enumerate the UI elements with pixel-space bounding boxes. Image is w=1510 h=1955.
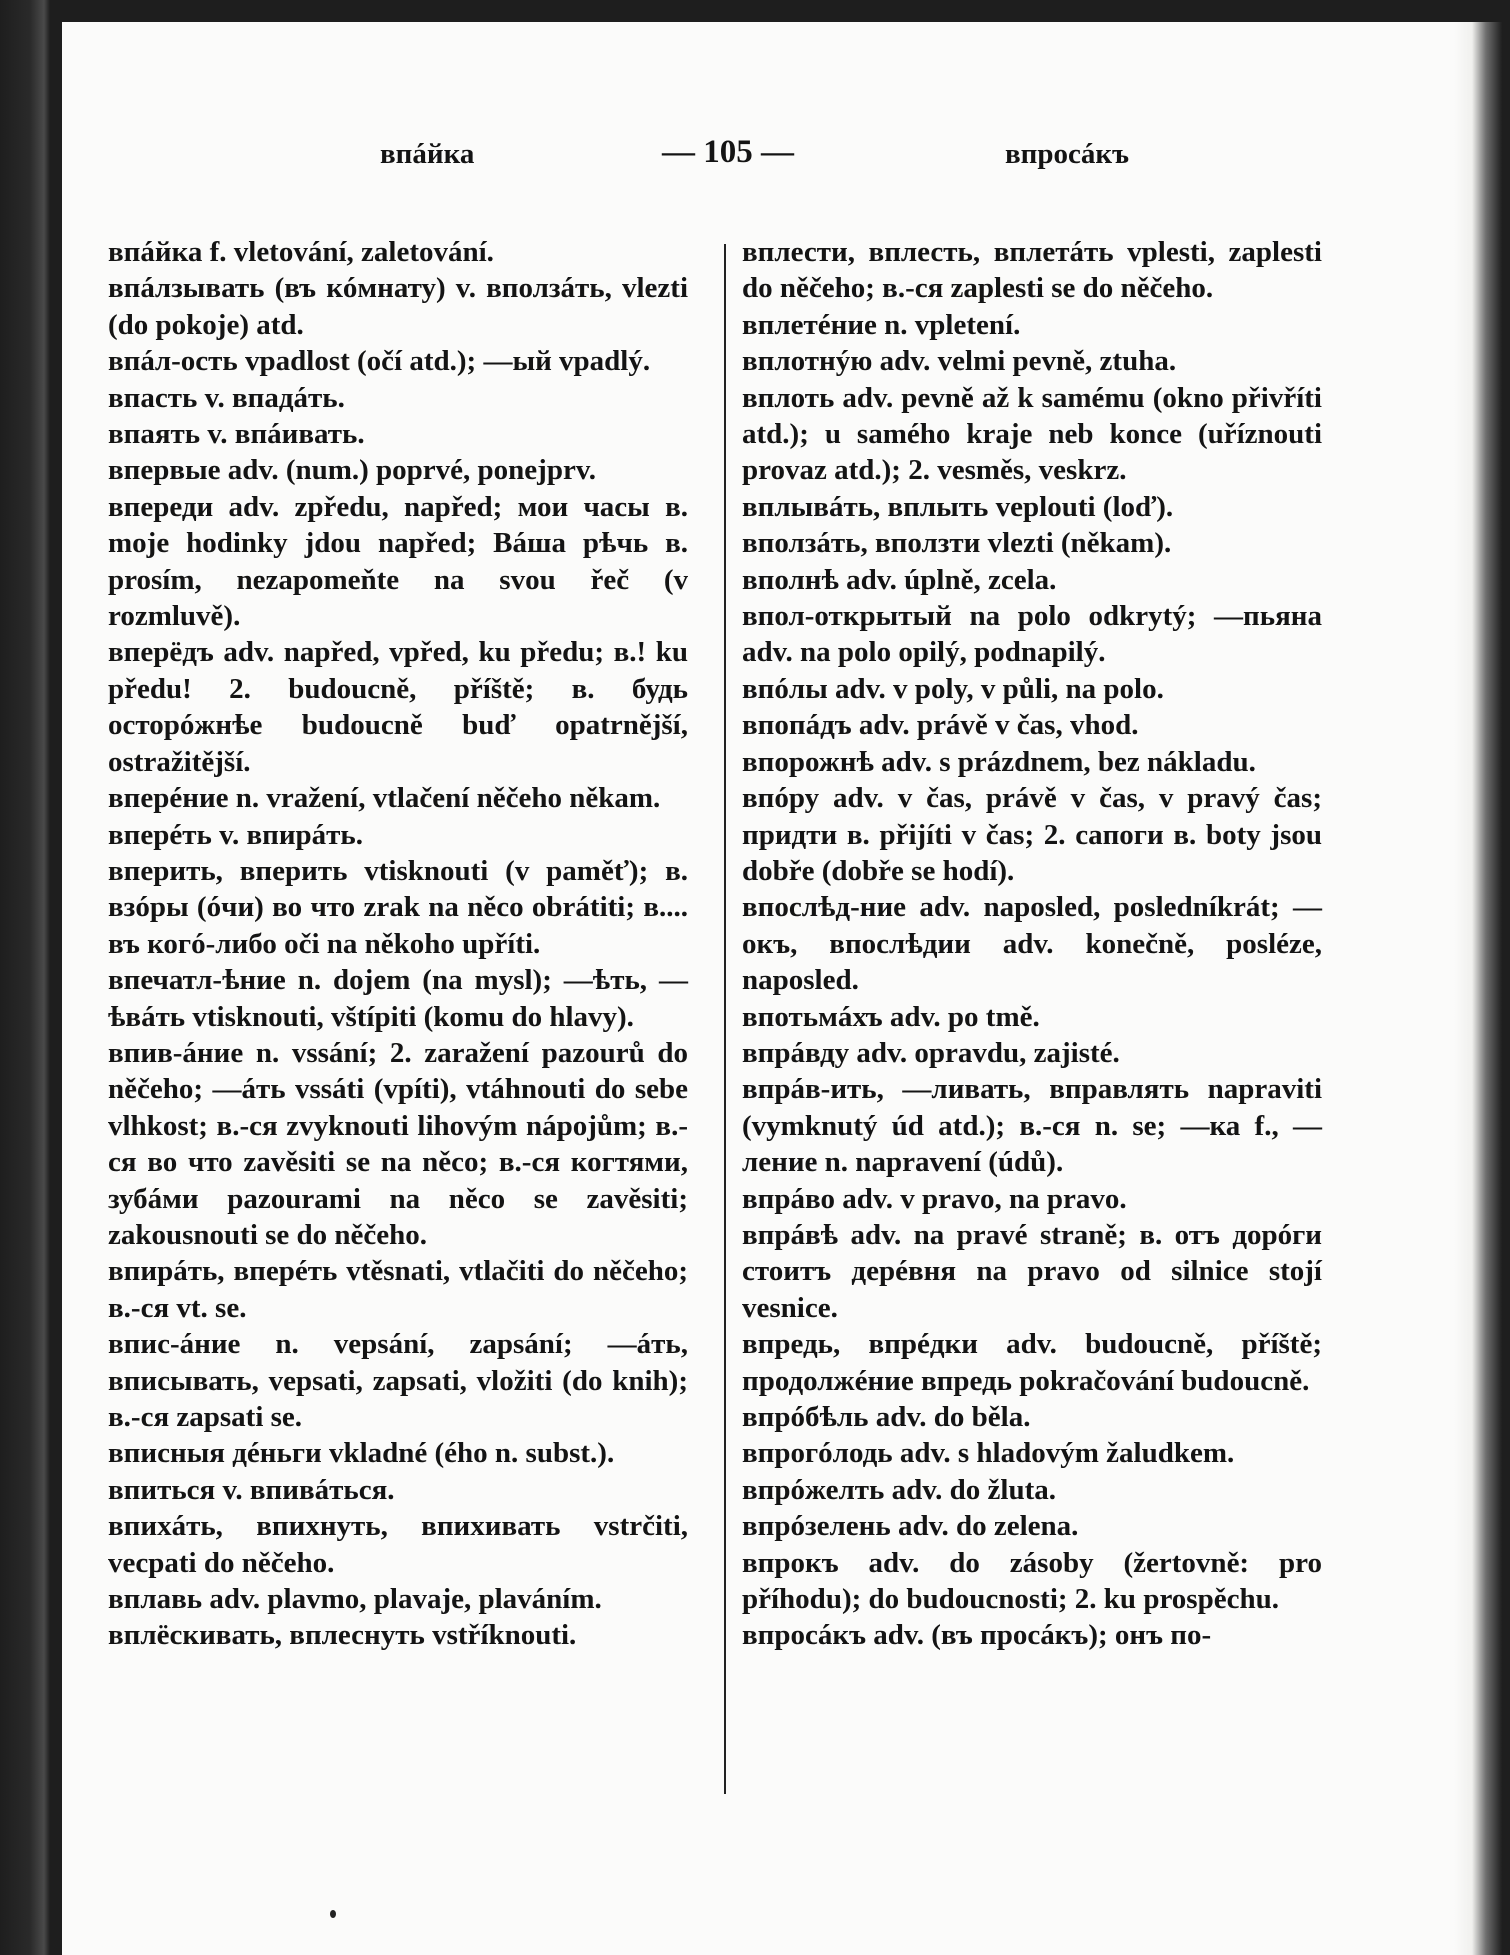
dictionary-entry: вперить, вперить vtisknouti (v paměť); в. взóры (óчи) во что zrak na něco obrátiti; в.... въ когó-либо oči na někoho upříti. (108, 854, 688, 960)
dictionary-entry: впáлзывать (въ кóмнату) v. вползáть, vlezti (do pokoje) atd. (108, 272, 688, 341)
dictionary-entry: вперéние n. vražení, vtlačení něčeho někam. (108, 782, 661, 815)
dictionary-entry: впрáвду adv. opravdu, zajisté. (742, 1036, 1120, 1069)
dictionary-entry: впрóбѣль adv. do běla. (742, 1401, 1031, 1433)
ink-speck (330, 1910, 336, 1918)
dictionary-entry: впиться v. впивáться. (108, 1473, 395, 1506)
dictionary-entry: впáйка f. vletování, zaletování. (108, 236, 494, 268)
dictionary-entry: вползáть, вползти vlezti (někam). (742, 527, 1172, 560)
dictionary-entry: впечатл-ѣние n. dojem (na mysl); —ѣть, —ѣвáть vtisknouti, vštípiti (komu do hlavy). (108, 964, 688, 1033)
dictionary-entry: впереди adv. zpředu, napřed; мои часы в. moje hodinky jdou napřed; Вáша рѣчь в. prosím, nezapomeňte na svou řeč (v rozmluvě). (108, 490, 688, 633)
dictionary-entry: впросáкъ adv. (въ просáкъ); онъ по- (742, 1619, 1212, 1652)
dictionary-entry: впóлы adv. v poly, v půli, na polo. (742, 672, 1164, 705)
page-number: — 105 — (662, 134, 794, 170)
dictionary-entry: вполнѣ adv. úplně, zcela. (742, 563, 1057, 596)
dictionary-entry: впив-áние n. vssání; 2. zaražení pazourů do něčeho; —áть vssáti (vpíti), vtáhnouti do sebe vlhkost; в.-ся zvyknouti lihovým nápojům; в.-ся во что zavěsiti se na něco; в.-ся когтями, зубáми pazourami na něco se zavěsiti; zakousnouti se do něčeho. (108, 1036, 688, 1251)
dictionary-entry: вперéть v. впирáть. (108, 818, 364, 851)
column-divider (724, 244, 726, 1794)
dictionary-entry: впорожнѣ adv. s prázdnem, bez nákladu. (742, 745, 1256, 778)
dictionary-entry: вплоть adv. pevně až k samému (okno přivříti atd.); u samého kraje neb konce (uříznouti provaz atd.); 2. vesměs, veskrz. (742, 381, 1322, 487)
right-column (742, 234, 1322, 1654)
dictionary-entry: впóру adv. v čas, právě v čas, v pravý čas; придти в. přijíti v čas; 2. caпоги в. boty jsou dobře (dobře se hodí). (742, 782, 1322, 887)
dictionary-entry: впервые adv. (num.) poprvé, ponejprv. (108, 454, 596, 487)
dictionary-entry: впихáть, впихнуть, впихивать vstrčiti, vecpati do něčeho. (108, 1510, 688, 1579)
dictionary-entry: вплетéние n. vpletení. (742, 308, 1021, 341)
dictionary-entry: вперёдъ adv. napřed, vpřed, ku předu; в.! ku předu! 2. budoucně, příště; в. будь осторóжнѣе budoucně buď opatrnější, ostražitější. (108, 636, 688, 778)
dictionary-entry: впослѣд-ние adv. naposled, posledníkrát; —окъ, впослѣдии adv. konečně, posléze, naposled. (742, 891, 1322, 997)
dictionary-entry: впрокъ adv. do zásoby (žertovně: pro příhodu); do budoucnosti; 2. ku prospěchu. (742, 1546, 1322, 1616)
dictionary-entry: вплести, вплесть, вплетáть vplesti, zaplesti do něčeho; в.-ся zaplesti se do něčeho. (742, 236, 1322, 305)
dictionary-entry: вплёскивать, вплеснуть vstříknouti. (108, 1619, 577, 1652)
dictionary-entry: впотьмáхъ adv. po tmě. (742, 1000, 1040, 1033)
dictionary-entry: впрóзелень adv. do zelena. (742, 1510, 1079, 1543)
dictionary-entry: впáл-ость vpadlost (očí atd.); —ый vpadlý. (108, 345, 651, 378)
dictionary-entry: впрáв-ить, —ливать, вправлять napraviti (vymknutý úd atd.); в.-ся n. se; —ка f., —ление n. napravení (údů). (742, 1073, 1322, 1179)
dictionary-entry: вплавь adv. plavmo, plavaje, plaváním. (108, 1583, 602, 1616)
dictionary-entry: впопáдъ adv. právě v čas, vhod. (742, 709, 1139, 742)
dictionary-entry: впрáвѣ adv. na pravé straně; в. отъ дорóги стоитъ дерéвня na pravo od silnice stojí vesnice. (742, 1218, 1322, 1324)
dictionary-entry: впрогóлодь adv. s hladovým žaludkem. (742, 1437, 1235, 1470)
header-right-guide-word: впросáкъ (1005, 138, 1129, 170)
dictionary-entry: вплотнýю adv. velmi pevně, ztuha. (742, 345, 1177, 378)
header-left-guide-word: впáйка (380, 138, 475, 170)
page-shadow-edge (1454, 22, 1502, 1955)
dictionary-entry: впрáво adv. v pravo, na pravo. (742, 1182, 1127, 1215)
page-header (62, 126, 1502, 176)
adjacent-page-edge (0, 0, 50, 1955)
dictionary-entry: впирáть, вперéть vtěsnati, vtlačiti do něčeho; в.-ся vt. se. (108, 1255, 688, 1324)
dictionary-entry: впаять v. впáивать. (108, 418, 365, 451)
left-column (108, 234, 688, 1654)
dictionary-entry: впрóжелть adv. do žluta. (742, 1473, 1056, 1506)
dictionary-entry: вписныя дéньги vkladné (ého n. subst.). (108, 1437, 615, 1470)
dictionary-entry: впредь, впрéдки adv. budoucně, příště; продолжéние впредь pokračování budoucně. (742, 1328, 1322, 1397)
dictionary-entry: впис-áние n. vepsání, zapsání; —áть, вписывать, vepsati, zapsati, vložiti (do knih); в.-ся zapsati se. (108, 1328, 688, 1433)
dictionary-entry: впол-открытый na polo odkrytý; —пьяна adv. na polo opilý, podnapilý. (742, 600, 1322, 669)
dictionary-entry: впасть v. впадáть. (108, 381, 345, 414)
book-page (62, 22, 1502, 1955)
dictionary-entry: вплывáть, вплыть veplouti (loď). (742, 490, 1174, 523)
